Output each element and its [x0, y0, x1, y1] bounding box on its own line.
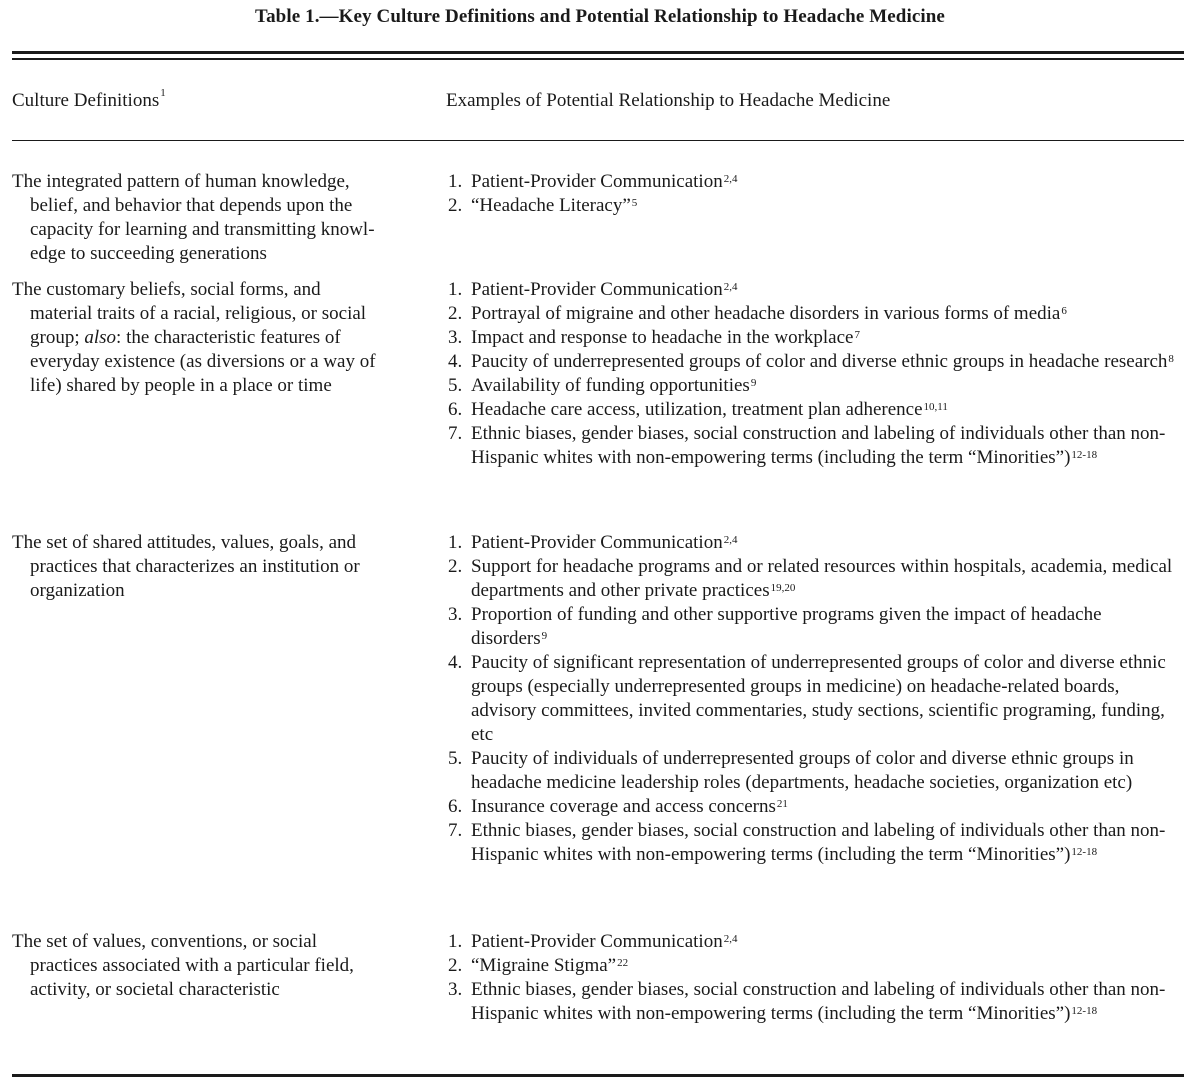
definition-line: activity, or societal characteristic	[30, 979, 280, 1000]
example-text: Portrayal of migraine and other headache disorders in various forms of media	[471, 303, 1061, 324]
example-number: 7.	[448, 820, 463, 841]
definition-fragment: group;	[30, 327, 80, 348]
example-item	[446, 374, 1176, 398]
example-text-wrap	[471, 398, 1176, 422]
definition-line: material traits of a racial, religious, or social	[30, 303, 367, 324]
citation-ref: 9	[750, 377, 757, 389]
example-number: 2.	[448, 955, 463, 976]
example-text: “Headache Literacy”	[471, 195, 631, 216]
example-number: 5.	[448, 375, 463, 396]
example-text: “Migraine Stigma”	[471, 955, 617, 976]
example-item	[446, 398, 1176, 422]
example-text-wrap	[471, 603, 1176, 651]
citation-ref: 19,20	[770, 582, 796, 594]
citation-ref: 22	[617, 957, 629, 969]
citation-ref: 2,4	[723, 933, 738, 945]
citation-ref: 12-18	[1071, 846, 1098, 858]
example-text-wrap	[471, 326, 1176, 350]
example-text-wrap	[471, 278, 1176, 302]
example-number: 1.	[448, 171, 463, 192]
example-number: 1.	[448, 532, 463, 553]
definition-line: The set of shared attitudes, values, goals, and	[12, 532, 357, 553]
citation-ref: 2,4	[723, 534, 738, 546]
example-text: Patient-Provider Communication	[471, 279, 723, 300]
example-number: 3.	[448, 979, 463, 1000]
definition-line: The set of values, conventions, or social	[12, 931, 317, 952]
definition-line: belief, and behavior that depends upon the	[30, 195, 353, 216]
column-header-examples: Examples of Potential Relationship to Headache Medicine	[446, 90, 891, 111]
citation-ref: 8	[1168, 353, 1174, 365]
definition-line: capacity for learning and transmitting knowl-	[30, 219, 375, 240]
example-text: Support for headache programs and or related resources within hospitals, academia, medical departments and other private practices	[471, 556, 1173, 601]
example-number: 1.	[448, 279, 463, 300]
example-text: Headache care access, utilization, treatment plan adherence	[471, 399, 923, 420]
header-rule	[12, 140, 1184, 141]
example-text: Ethnic biases, gender biases, social construction and labeling of individuals other than non-Hispanic whites with non-empowering terms (including the term “Minorities”)	[471, 820, 1166, 865]
example-text: Proportion of funding and other supportive programs given the impact of headache disorders	[471, 604, 1102, 649]
example-text: Ethnic biases, gender biases, social construction and labeling of individuals other than non-Hispanic whites with non-empowering terms (including the term “Minorities”)	[471, 979, 1166, 1024]
citation-ref: 21	[776, 798, 788, 810]
example-item	[446, 954, 1176, 978]
example-item	[446, 978, 1176, 1026]
column-header-definitions-text: Culture Definitions	[12, 90, 160, 111]
example-item	[446, 194, 1176, 218]
examples-row-3	[446, 531, 1176, 867]
definition-line: life) shared by people in a place or time	[30, 375, 332, 396]
citation-ref: 2,4	[723, 173, 738, 185]
example-item	[446, 531, 1176, 555]
example-item	[446, 747, 1176, 795]
example-item	[446, 651, 1176, 747]
examples-row-2	[446, 278, 1176, 470]
column-header-definitions	[12, 87, 166, 112]
example-text-wrap	[471, 651, 1176, 747]
definition-row-2	[12, 278, 442, 398]
top-rule-thick	[12, 51, 1184, 54]
example-number: 2.	[448, 303, 463, 324]
example-text-wrap	[471, 747, 1176, 795]
table-title: Table 1.—Key Culture Definitions and Potential Relationship to Headache Medicine	[255, 6, 945, 27]
example-text-wrap	[471, 795, 1176, 819]
example-text: Paucity of underrepresented groups of color and diverse ethnic groups in headache research	[471, 351, 1168, 372]
examples-row-4	[446, 930, 1176, 1026]
example-number: 6.	[448, 796, 463, 817]
examples-row-1	[446, 170, 1176, 218]
example-text-wrap	[471, 170, 1176, 194]
example-text-wrap	[471, 555, 1176, 603]
example-item	[446, 795, 1176, 819]
example-number: 1.	[448, 931, 463, 952]
definition-line: The integrated pattern of human knowledge,	[12, 171, 350, 192]
definition-line: organization	[30, 580, 125, 601]
example-item	[446, 819, 1176, 867]
example-text: Paucity of individuals of underrepresented groups of color and diverse ethnic groups in headache medicine leadership roles (departments, headache societies, organization etc)	[471, 748, 1134, 793]
example-text: Patient-Provider Communication	[471, 931, 723, 952]
example-text-wrap	[471, 531, 1176, 555]
example-text: Insurance coverage and access concerns	[471, 796, 776, 817]
definition-row-1	[12, 170, 442, 266]
definition-line: edge to succeeding generations	[30, 243, 267, 264]
example-item	[446, 350, 1176, 374]
citation-ref: 9	[541, 630, 548, 642]
definition-line: practices associated with a particular field,	[30, 955, 354, 976]
example-number: 3.	[448, 327, 463, 348]
example-number: 3.	[448, 604, 463, 625]
example-text-wrap	[471, 374, 1176, 398]
example-item	[446, 555, 1176, 603]
example-item	[446, 170, 1176, 194]
citation-ref: 5	[631, 197, 638, 209]
example-number: 4.	[448, 652, 463, 673]
column-header-ref: 1	[160, 87, 166, 99]
example-text: Impact and response to headache in the workplace	[471, 327, 854, 348]
citation-ref: 12-18	[1071, 1005, 1098, 1017]
bottom-rule	[12, 1074, 1184, 1077]
definition-italic: also	[84, 327, 117, 348]
example-text-wrap	[471, 978, 1176, 1026]
example-item	[446, 302, 1176, 326]
definition-fragment: : the characteristic features of	[116, 327, 341, 348]
example-text-wrap	[471, 954, 1176, 978]
definition-line: everyday existence (as diversions or a way of	[30, 351, 376, 372]
definition-row-4	[12, 930, 442, 1002]
example-number: 4.	[448, 351, 463, 372]
example-number: 6.	[448, 399, 463, 420]
example-number: 5.	[448, 748, 463, 769]
example-text: Ethnic biases, gender biases, social construction and labeling of individuals other than non-Hispanic whites with non-empowering terms (including the term “Minorities”)	[471, 423, 1166, 468]
example-text-wrap	[471, 194, 1176, 218]
citation-ref: 2,4	[723, 281, 738, 293]
example-item	[446, 930, 1176, 954]
example-item	[446, 278, 1176, 302]
example-text-wrap	[471, 350, 1176, 374]
example-text: Availability of funding opportunities	[471, 375, 750, 396]
citation-ref: 12-18	[1071, 449, 1098, 461]
example-number: 7.	[448, 423, 463, 444]
definition-line: practices that characterizes an institution or	[30, 556, 360, 577]
top-rule-thin	[12, 58, 1184, 60]
example-item	[446, 603, 1176, 651]
example-number: 2.	[448, 556, 463, 577]
example-text-wrap	[471, 302, 1176, 326]
example-item	[446, 422, 1176, 470]
example-number: 2.	[448, 195, 463, 216]
example-text-wrap	[471, 930, 1176, 954]
definition-line: The customary beliefs, social forms, and	[12, 279, 321, 300]
citation-ref: 10,11	[923, 401, 948, 413]
example-item	[446, 326, 1176, 350]
example-text-wrap	[471, 819, 1176, 867]
example-text: Paucity of significant representation of underrepresented groups of color and diverse ethnic groups (especially underrepresented groups in medicine) on headache-related boards, advisory committees, invited commentaries, study sections, scientific programing, funding, etc	[471, 652, 1166, 745]
example-text: Patient-Provider Communication	[471, 532, 723, 553]
example-text: Patient-Provider Communication	[471, 171, 723, 192]
citation-ref: 6	[1061, 305, 1067, 317]
example-text-wrap	[471, 422, 1176, 470]
definition-line	[12, 326, 442, 350]
citation-ref: 7	[854, 329, 860, 341]
definition-row-3	[12, 531, 442, 603]
